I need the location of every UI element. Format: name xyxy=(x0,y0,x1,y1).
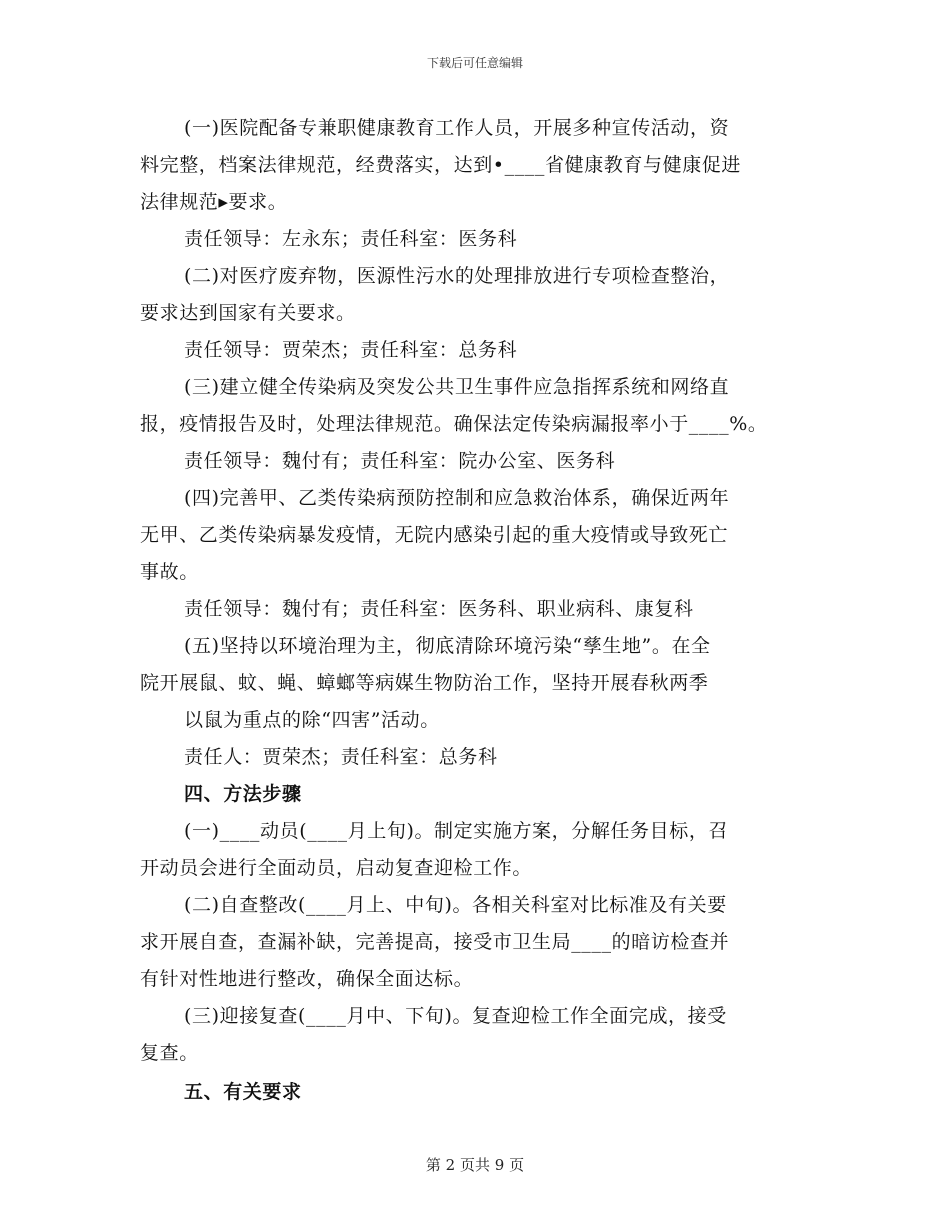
paragraph-line: 开动员会进行全面动员，启动复查迎检工作。 xyxy=(140,857,533,879)
paragraph-line: (二)自查整改(____月上、中旬)。各相关科室对比标准及有关要 xyxy=(184,894,727,916)
responsibility-line: 责任领导：魏付有；责任科室：医务科、职业病科、康复科 xyxy=(184,598,694,620)
paragraph-line: (一)____动员(____月上旬)。制定实施方案，分解任务目标，召 xyxy=(184,820,729,842)
responsibility-line: 责任领导：魏付有；责任科室：院办公室、医务科 xyxy=(184,450,616,472)
paragraph-line: (一)医院配备专兼职健康教育工作人员，开展多种宣传活动，资 xyxy=(184,117,730,139)
paragraph-line: 事故。 xyxy=(140,561,199,583)
section-heading: 五、有关要求 xyxy=(184,1081,302,1103)
paragraph-line: 要求达到国家有关要求。 xyxy=(140,302,356,324)
paragraph-line: (五)坚持以环境治理为主，彻底清除环境污染“孳生地”。在全 xyxy=(184,635,711,657)
paragraph-line: 无甲、乙类传染病暴发疫情，无院内感染引起的重大疫情或导致死亡 xyxy=(140,524,729,546)
responsibility-line: 责任人：贾荣杰；责任科室：总务科 xyxy=(184,746,498,768)
responsibility-line: 责任领导：贾荣杰；责任科室：总务科 xyxy=(184,339,518,361)
paragraph-line: (二)对医疗废弃物，医源性污水的处理排放进行专项检查整治， xyxy=(184,265,730,287)
paragraph-line: (四)完善甲、乙类传染病预防控制和应急救治体系，确保近两年 xyxy=(184,487,730,509)
paragraph-line: 法律规范▸要求。 xyxy=(140,191,288,213)
document-body xyxy=(140,110,810,1111)
responsibility-line: 责任领导：左永东；责任科室：医务科 xyxy=(184,228,518,250)
paragraph-line: 求开展自查，查漏补缺，完善提高，接受市卫生局____的暗访检查并 xyxy=(140,931,730,953)
paragraph-line: 复查。 xyxy=(140,1042,199,1064)
paragraph-line: (三)迎接复查(____月中、下旬)。复查迎检工作全面完成，接受 xyxy=(184,1005,727,1027)
paragraph-line: 料完整，档案法律规范，经费落实，达到•____省健康教育与健康促进 xyxy=(140,154,742,176)
page-header: 下载后可任意编辑 xyxy=(426,56,523,70)
paragraph-line: 院开展鼠、蚊、蝇、蟑螂等病媒生物防治工作，坚持开展春秋两季 xyxy=(140,672,709,694)
page-footer: 第 2 页共 9 页 xyxy=(425,1156,525,1174)
paragraph-line: 有针对性地进行整改，确保全面达标。 xyxy=(140,968,474,990)
section-heading: 四、方法步骤 xyxy=(184,783,302,805)
paragraph-line: 报，疫情报告及时，处理法律规范。确保法定传染病漏报率小于____%。 xyxy=(140,413,768,435)
paragraph-line: (三)建立健全传染病及突发公共卫生事件应急指挥系统和网络直 xyxy=(184,376,730,398)
paragraph-line: 以鼠为重点的除“四害”活动。 xyxy=(184,709,440,731)
